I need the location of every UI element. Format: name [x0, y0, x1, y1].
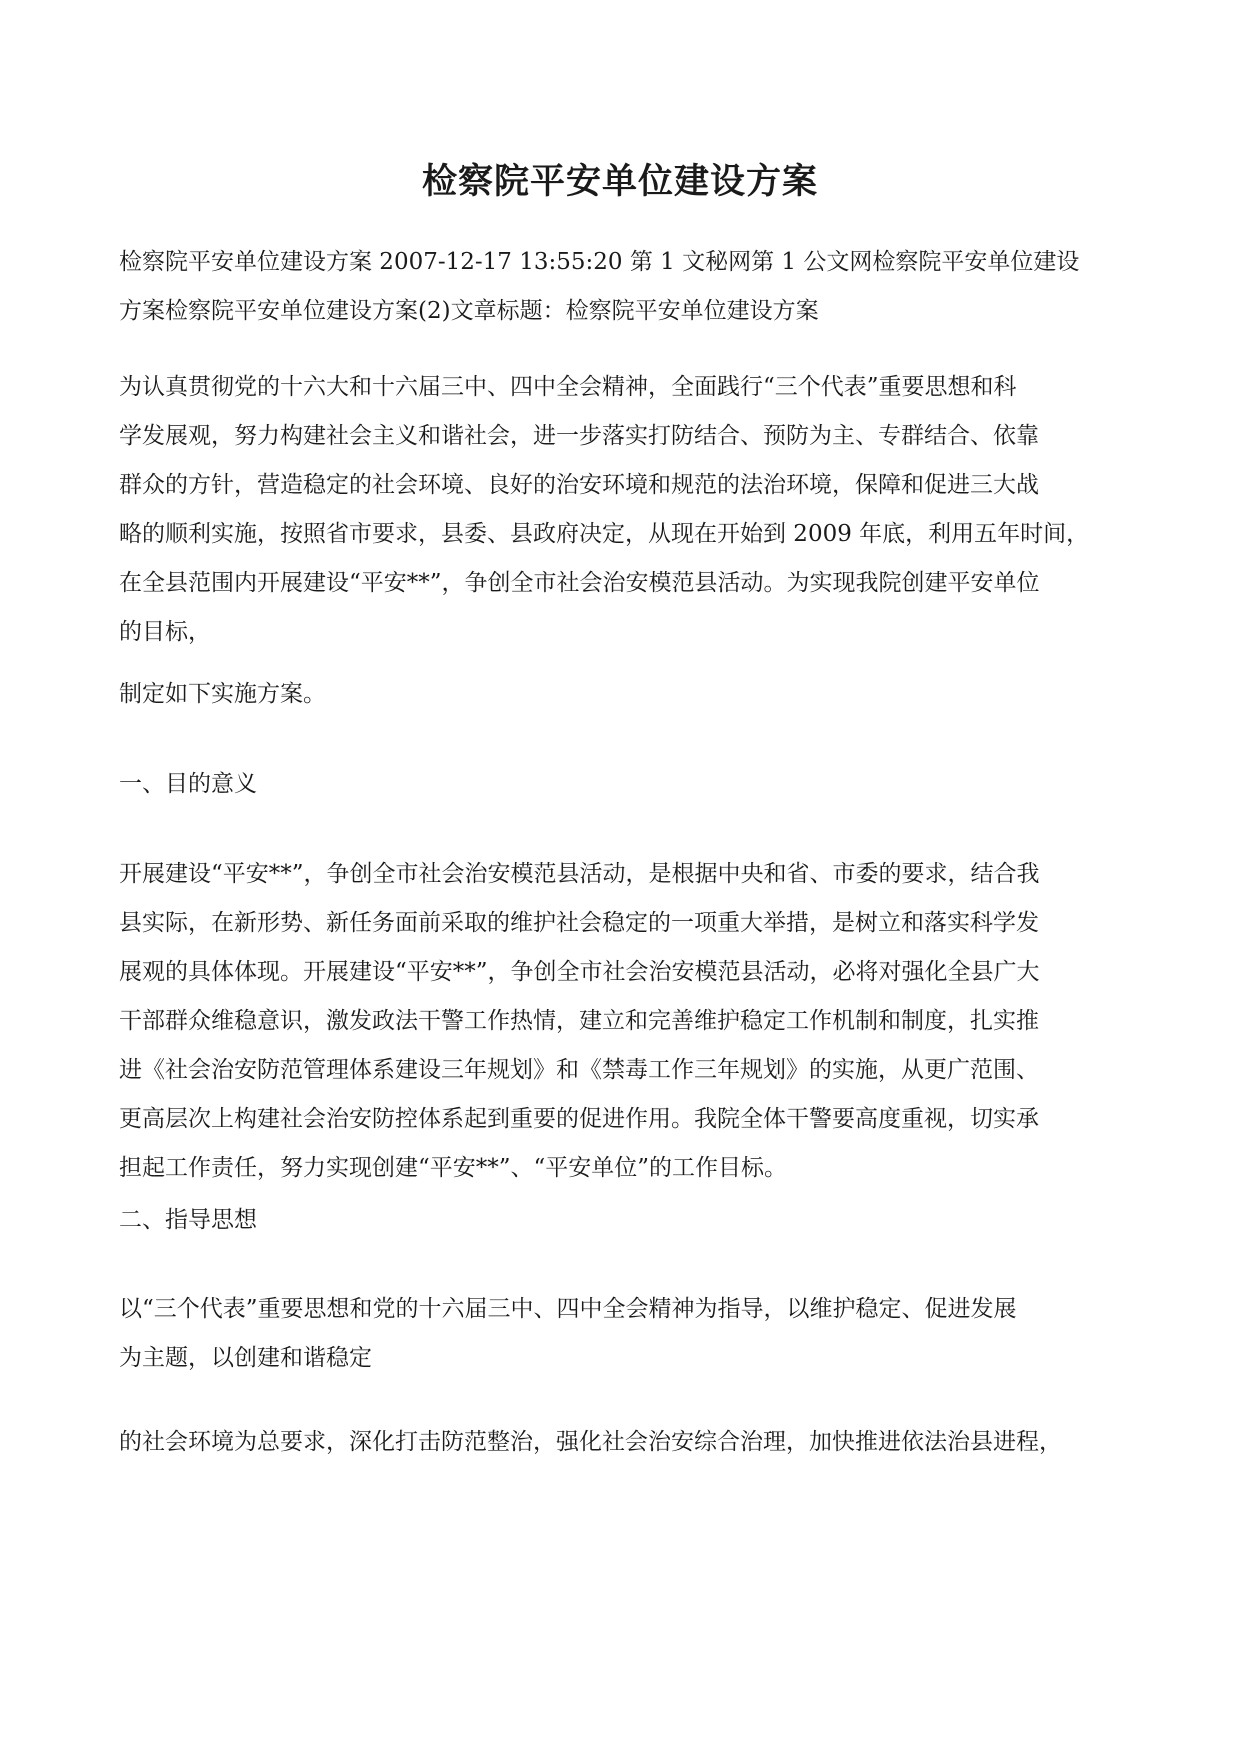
- intro-paragraph: [119, 238, 1122, 336]
- paragraph-line: 的社会环境为总要求，深化打击防范整治，强化社会治安综合治理，加快推进依法治县进程，: [119, 1429, 1062, 1455]
- paragraph-line: 为主题，以创建和谐稳定: [119, 1345, 372, 1371]
- paragraph-line: 略的顺利实施，按照省市要求，县委、县政府决定，从现在开始到 2009 年底，利用五年时间，: [119, 521, 1090, 547]
- paragraph-line: 担起工作责任，努力实现创建“平安**”、“平安单位”的工作目标。: [119, 1155, 788, 1181]
- intro-line: 方案检察院平安单位建设方案(2)文章标题：检察院平安单位建设方案: [119, 298, 819, 324]
- paragraph-line: 进《社会治安防范管理体系建设三年规划》和《禁毒工作三年规划》的实施，从更广范围、: [119, 1057, 1039, 1083]
- paragraph-line: 群众的方针，营造稳定的社会环境、良好的治安环境和规范的法治环境，保障和促进三大战: [119, 472, 1039, 498]
- paragraph-line: 县实际，在新形势、新任务面前采取的维护社会稳定的一项重大举措，是树立和落实科学发: [119, 910, 1039, 936]
- heading-text: 二、指导思想: [119, 1207, 257, 1233]
- body-paragraph-2: [119, 670, 1122, 719]
- paragraph-line: 的目标，: [119, 619, 211, 645]
- section-heading-2: [119, 1196, 1122, 1245]
- paragraph-line: 更高层次上构建社会治安防控体系起到重要的促进作用。我院全体干警要高度重视，切实承: [119, 1106, 1039, 1132]
- paragraph-line: 在全县范围内开展建设“平安**”，争创全市社会治安模范县活动。为实现我院创建平安单位: [119, 570, 1040, 596]
- paragraph-line: 制定如下实施方案。: [119, 681, 326, 707]
- intro-line: 检察院平安单位建设方案 2007-12-17 13:55:20 第 1 文秘网第 1 公文网检察院平安单位建设: [119, 249, 1080, 275]
- paragraph-line: 干部群众维稳意识，激发政法干警工作热情，建立和完善维护稳定工作机制和制度，扎实推: [119, 1008, 1039, 1034]
- section-heading-1: [119, 760, 1122, 809]
- paragraph-line: 展观的具体体现。开展建设“平安**”，争创全市社会治安模范县活动，必将对强化全县广大: [119, 959, 1040, 985]
- heading-text: 一、目的意义: [119, 771, 257, 797]
- section-2-paragraph: [119, 1285, 1122, 1383]
- section-1-paragraph: [119, 850, 1122, 1193]
- paragraph-line: 以“三个代表”重要思想和党的十六届三中、四中全会精神为指导，以维护稳定、促进发展: [119, 1296, 1017, 1322]
- document-title: 检察院平安单位建设方案: [421, 161, 818, 202]
- paragraph-line: 学发展观，努力构建社会主义和谐社会，进一步落实打防结合、预防为主、专群结合、依靠: [119, 423, 1039, 449]
- paragraph-line: 为认真贯彻党的十六大和十六届三中、四中全会精神，全面践行“三个代表”重要思想和科: [119, 374, 1017, 400]
- paragraph-line: 开展建设“平安**”，争创全市社会治安模范县活动，是根据中央和省、市委的要求，结合我: [119, 861, 1040, 887]
- body-paragraph-1: [119, 363, 1122, 657]
- last-paragraph: [119, 1418, 1122, 1467]
